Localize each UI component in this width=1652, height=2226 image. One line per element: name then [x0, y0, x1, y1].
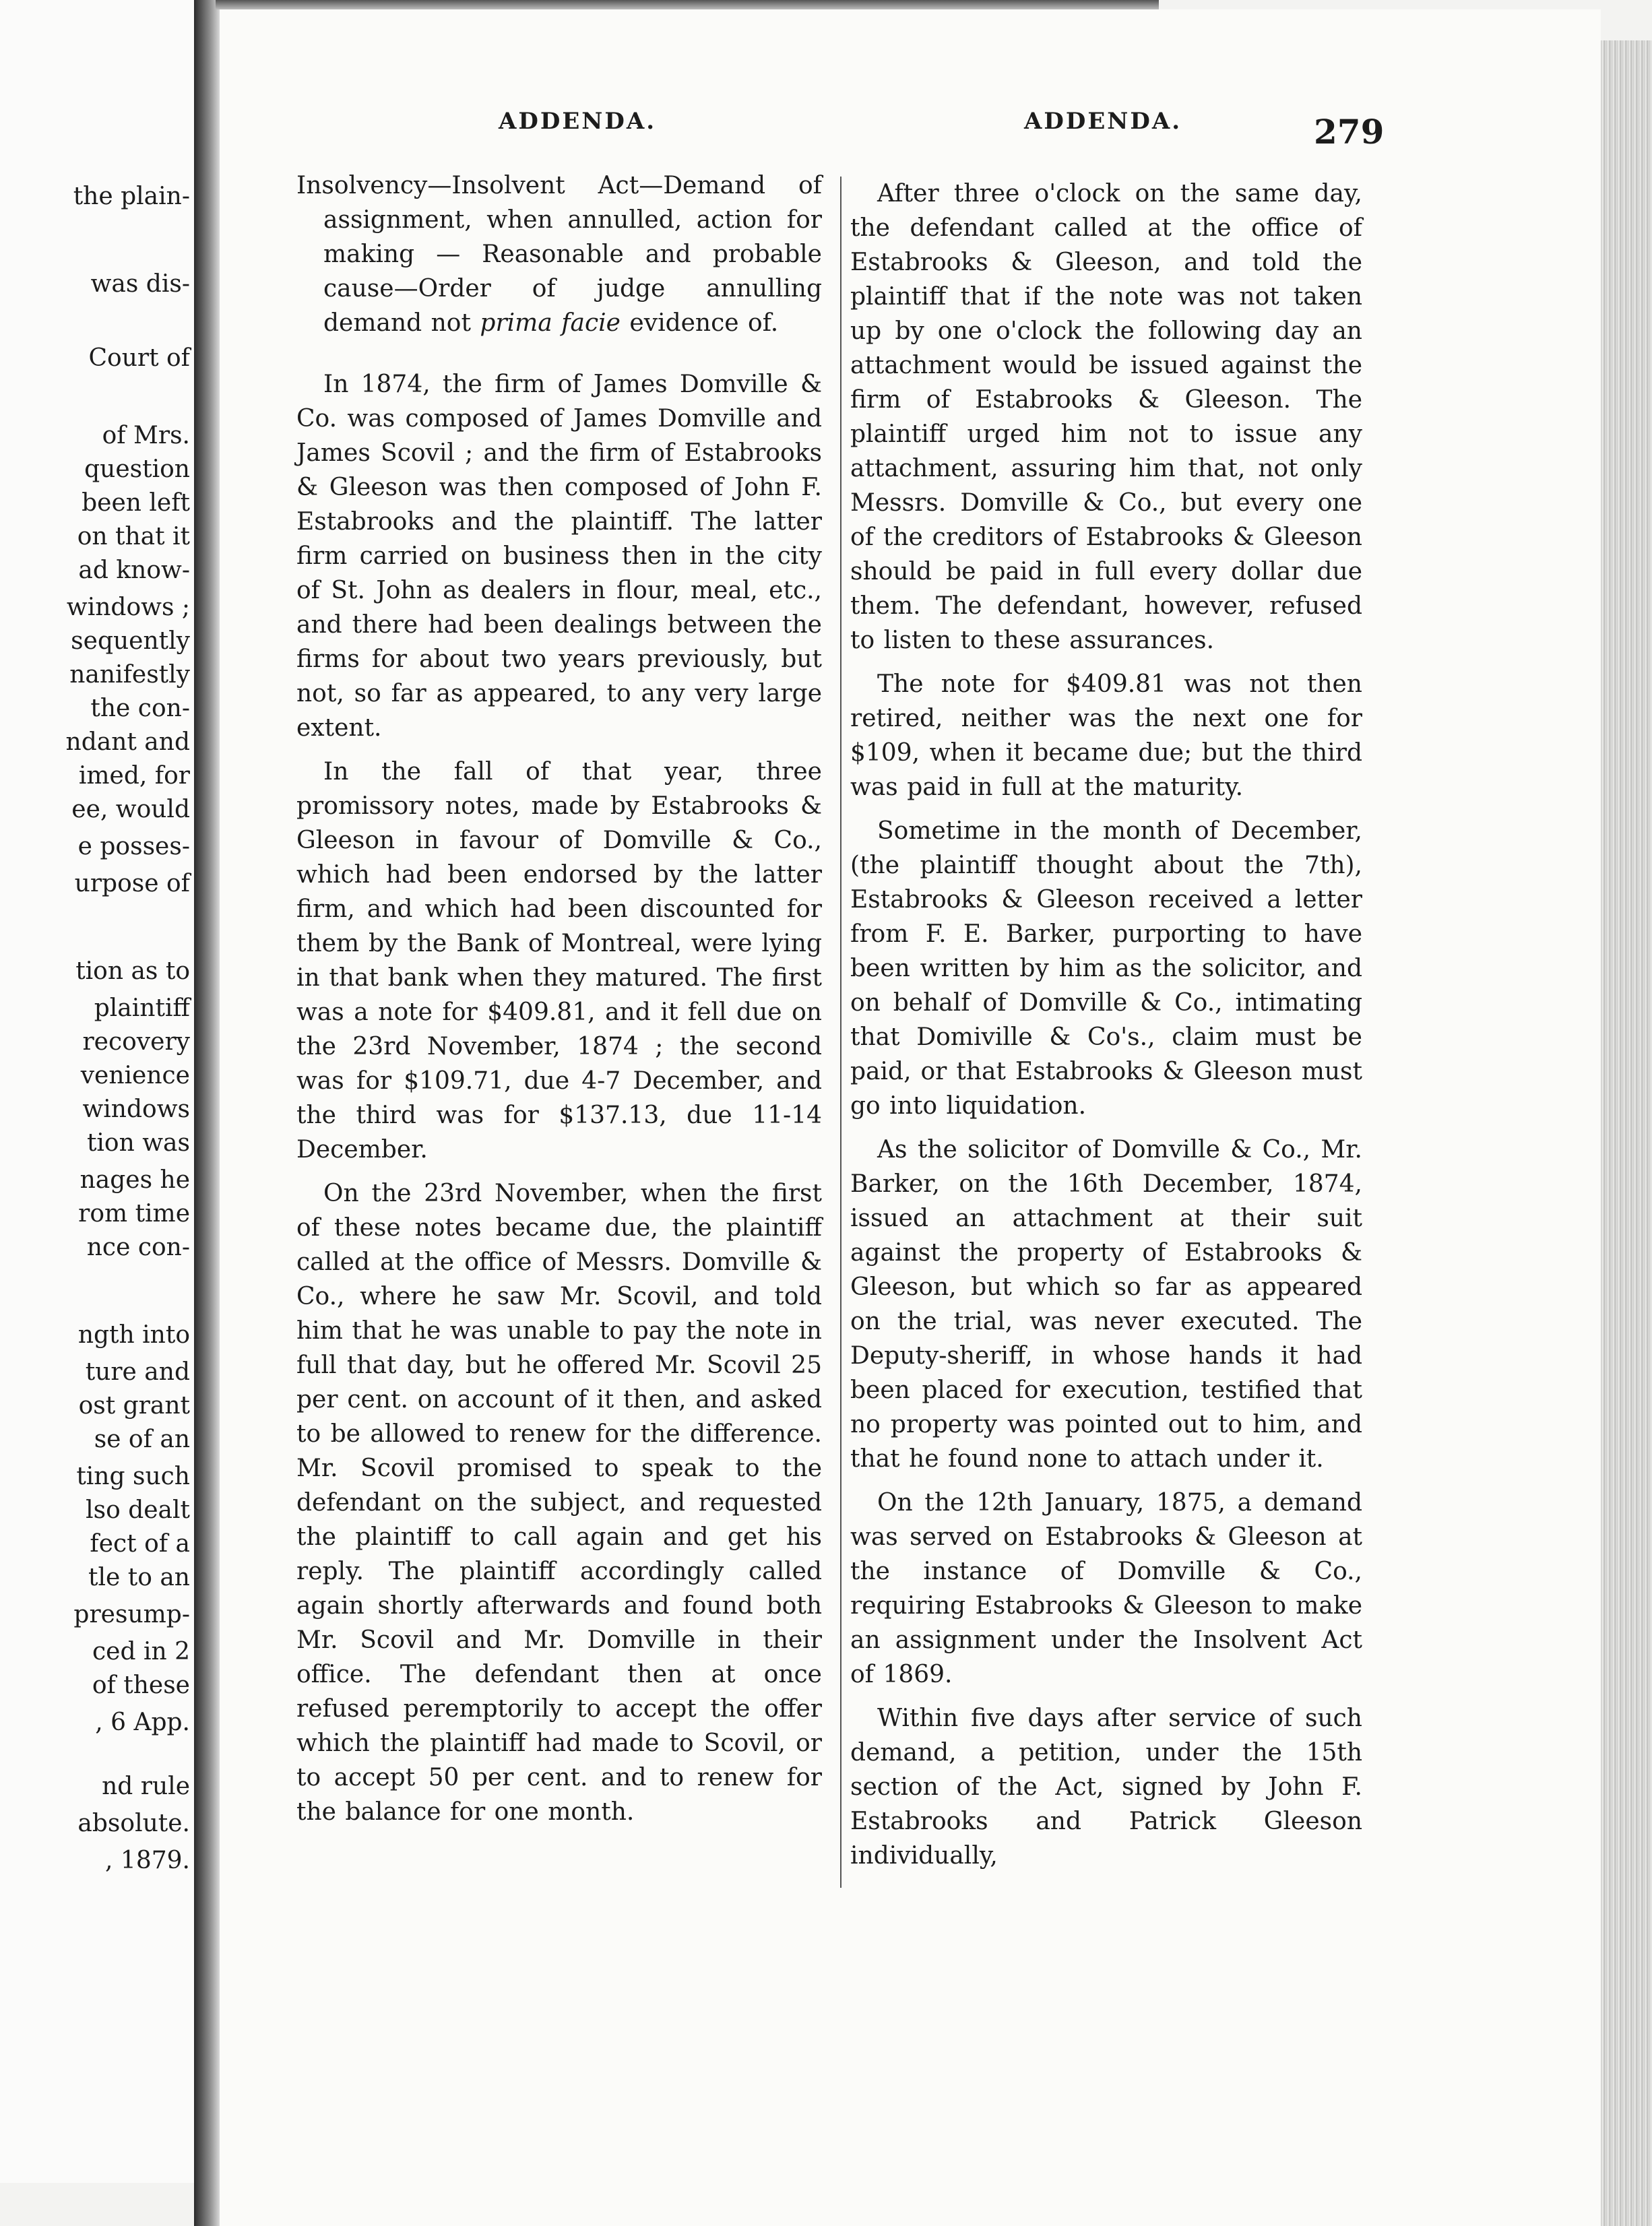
left-page-text-fragment: question — [84, 455, 190, 483]
left-page-text-fragment: se of an — [94, 1426, 190, 1453]
left-page-text-fragment: windows — [82, 1095, 190, 1123]
left-page-text-fragment: ad know- — [78, 556, 190, 584]
right-column — [850, 177, 1362, 1882]
left-page-text-fragment: windows ; — [66, 594, 190, 621]
left-page-text-fragment: ting such — [76, 1463, 190, 1490]
left-page-text-fragment: venience — [80, 1062, 190, 1089]
running-head-right: ADDENDA. — [1024, 108, 1182, 135]
paragraph: After three o'clock on the same day, the defendant called at the office of Estabrooks & Gleeson, and told the plaintiff that if the note was not taken up by one o'clock the following day an attachment would be issued against the firm of Estabrooks & Gleeson. The plaintiff urged him not to issue any attachment, assuring him that, not only Messrs. Domville & Co., but every one of the creditors of Estabrooks & Gleeson should be paid in full every dollar due them. The defendant, however, refused to listen to these assurances. — [850, 180, 1362, 654]
left-page-text-fragment: ced in 2 — [92, 1638, 190, 1665]
left-page-text-fragment: plaintiff — [94, 994, 190, 1022]
paragraph: The note for $409.81 was not then retired, neither was the next one for $109, when it became due; but the third was paid in full at the maturity. — [850, 670, 1362, 801]
left-page-text-fragment: Court of — [88, 344, 190, 372]
book-gutter — [194, 0, 220, 2226]
left-page-text-fragment: ee, would — [71, 796, 190, 823]
left-page-text-fragment: imed, for — [78, 762, 190, 790]
left-page-text-fragment: lso dealt — [86, 1496, 190, 1524]
headnote: Insolvency—Insolvent Act—Demand of assignment, when annulled, action for making — Reasonable and probable cause—Order of judge annulling demand not prima facie evidence of. — [296, 172, 822, 337]
paragraph: Within five days after service of such demand, a petition, under the 15th section of the Act, signed by John F. Estabrooks and Patrick Gleeson individually, — [850, 1705, 1362, 1870]
left-page-text-fragment: been left — [82, 489, 190, 517]
left-page-text-fragment: on that it — [77, 523, 190, 550]
left-page-text-fragment: ndant and — [65, 728, 190, 756]
left-page-text-fragment: urpose of — [74, 870, 190, 897]
left-page-text-fragment: nce con- — [86, 1234, 190, 1261]
left-page-text-fragment: tle to an — [88, 1564, 190, 1591]
left-page-text-fragment: was dis- — [90, 270, 190, 298]
left-page-text-fragment: , 1879. — [105, 1847, 190, 1874]
left-page-text-fragment: sequently — [71, 627, 190, 655]
left-page-text-fragment: presump- — [73, 1601, 190, 1628]
left-page-text-fragment: tion as to — [75, 957, 190, 985]
left-page-text-fragment: fect of a — [90, 1530, 190, 1558]
left-page-text-fragment: e posses- — [77, 833, 190, 860]
left-page-text-fragment: , 6 App. — [95, 1709, 190, 1736]
paragraph: In the fall of that year, three promissory notes, made by Estabrooks & Gleeson in favour of Domville & Co., which had been endorsed by the latter firm, and which had been discounted for them by the Bank of Montreal, were lying in that bank when they matured. The first was a note for $409.81, and it fell due on the 23rd November, 1874 ; the second was for $109.71, due 4-7 December, and the third was for $137.13, due 11-14 December. — [296, 758, 822, 1164]
left-page-text-fragment: rom time — [78, 1200, 190, 1228]
left-page-fragment — [0, 0, 195, 2183]
headnote-italic: prima facie — [480, 309, 621, 337]
left-page-text-fragment: ngth into — [77, 1321, 190, 1349]
left-page-text-fragment: absolute. — [77, 1810, 190, 1837]
left-page-text-fragment: nanifestly — [69, 661, 190, 689]
left-page-text-fragment: nages he — [80, 1166, 190, 1194]
left-page-text-fragment: tion was — [86, 1129, 190, 1157]
left-page-text-fragment: of these — [92, 1672, 190, 1699]
left-page-text-fragment: ost grant — [78, 1392, 190, 1420]
left-page-text-fragment: recovery — [82, 1028, 190, 1056]
paragraph: On the 23rd November, when the first of these notes became due, the plaintiff called at the office of Messrs. Domville & Co., where he saw Mr. Scovil, and told him that he was unable to pay the note in full that day, but he offered Mr. Scovil 25 per cent. on account of it then, and asked to be allowed to renew for the difference. Mr. Scovil promised to speak to the defendant on the subject, and requested the plaintiff to call again and get his reply. The plaintiff accordingly called again shortly afterwards and found both Mr. Scovil and Mr. Domville in their office. The defendant then at once refused peremptorily to accept the offer which the plaintiff had made to Scovil, or to accept 50 per cent. and to renew for the balance for one month. — [296, 1180, 822, 1826]
running-head-left: ADDENDA. — [499, 108, 657, 135]
paragraph: Sometime in the month of December, (the plaintiff thought about the 7th), Estabrooks & Gleeson received a letter from F. E. Barker, purporting to have been written by him as the solicitor, and on behalf of Domville & Co., intimating that Domiville & Co's., claim must be paid, or that Estabrooks & Gleeson must go into liquidation. — [850, 817, 1362, 1120]
paragraph: As the solicitor of Domville & Co., Mr. Barker, on the 16th December, 1874, issued an attachment at their suit against the property of Estabrooks & Gleeson, but which so far as appeared on the trial, was never executed. The Deputy-sheriff, in whose hands it had been placed for execution, testified that no property was pointed out to him, and that he found none to attach under it. — [850, 1136, 1362, 1473]
page-top-shadow — [216, 0, 1159, 9]
left-page-text-fragment: nd rule — [102, 1773, 190, 1800]
paragraph: In 1874, the firm of James Domville & Co. was composed of James Domville and James Scovil ; and the firm of Estabrooks & Gleeson was then composed of John F. Estabrooks and the plaintiff. The latter firm carried on business then in the city of St. John as dealers in flour, meal, etc., and there had been dealings between the firms for about two years previously, but not, so far as appeared, to any very large extent. — [296, 371, 822, 742]
page-edges — [1601, 40, 1652, 2226]
left-page-text-fragment: the plain- — [73, 183, 190, 210]
page-number: 279 — [1314, 112, 1385, 152]
left-page-text-fragment: the con- — [90, 695, 190, 722]
left-column — [296, 168, 822, 1839]
paragraph: On the 12th January, 1875, a demand was served on Estabrooks & Gleeson at the instance of Domville & Co., requiring Estabrooks & Gleeson to make an assignment under the Insolvent Act of 1869. — [850, 1489, 1362, 1688]
left-page-text-fragment: of Mrs. — [102, 422, 190, 449]
column-rule — [840, 177, 841, 1888]
left-page-text-fragment: ture and — [85, 1358, 190, 1386]
